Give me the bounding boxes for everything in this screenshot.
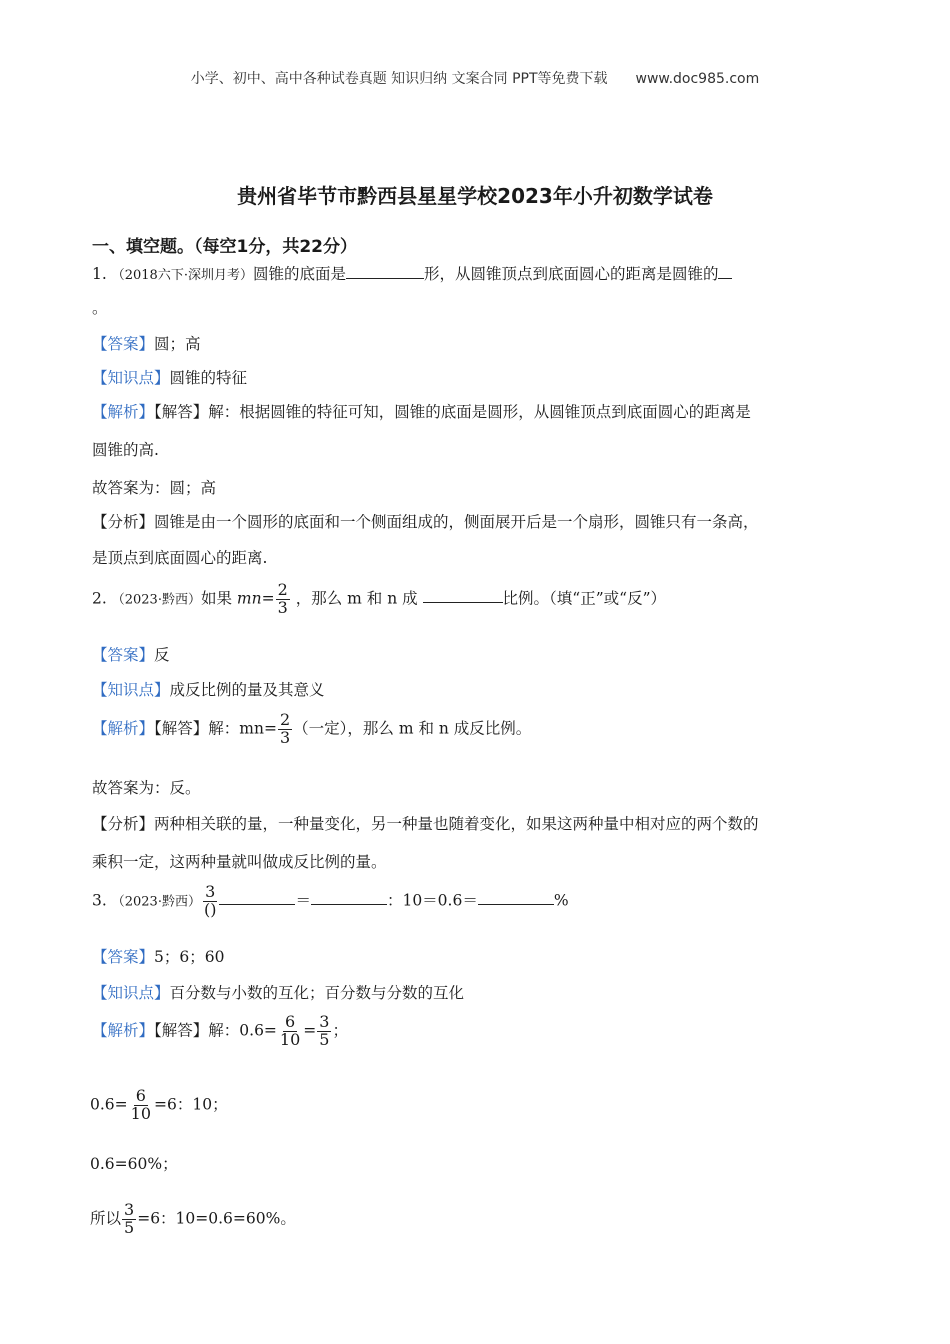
analysis-tag: 【解析】	[92, 719, 155, 738]
q3-line4-a: 所以	[90, 1209, 122, 1228]
q3-analysis-a: 解：0.6=	[208, 1021, 277, 1040]
q3-question	[92, 884, 569, 919]
q3-line2-a: 0.6=	[90, 1095, 128, 1114]
q3-analysis-frac-2	[317, 1014, 331, 1049]
q1-fenxi	[92, 510, 759, 532]
q3-line4-frac-num: 3	[124, 1200, 135, 1219]
knowledge-tag: 【知识点】	[92, 681, 170, 699]
q3-f2-num: 3	[319, 1012, 330, 1031]
q3-answer	[92, 945, 224, 967]
q3-knowledge-value: 百分数与小数的互化；百分数与分数的互化	[169, 984, 465, 1002]
header-url[interactable]: www.doc985.com	[635, 71, 760, 87]
q2-mn: mn	[236, 589, 262, 608]
q2-fenxi	[92, 812, 759, 834]
q1-knowledge	[92, 366, 247, 388]
solution-tag: 【解答】	[154, 403, 209, 421]
knowledge-tag: 【知识点】	[92, 369, 170, 387]
q3-analysis-semi: ；	[332, 1021, 348, 1040]
analysis-tag: 【解析】	[92, 403, 155, 421]
q3-source: （2023·黔西）	[111, 894, 201, 910]
q2-analysis-fraction	[278, 712, 292, 747]
q2-text-a: 如果	[200, 589, 232, 608]
q1-tail: 。	[92, 299, 108, 317]
q3-f2-den: 5	[319, 1029, 330, 1049]
q2-fenxi-line-1: 两种相关联的量，一种量变化，另一种量也随着变化，如果这两种量中相对应的两个数的	[154, 815, 759, 833]
q2-question	[92, 582, 666, 617]
q1-analysis-line-1: 解：根据圆锥的特征可知，圆锥的底面是圆形，从圆锥顶点到底面圆心的距离是	[208, 403, 751, 421]
q3-line-3: 0.6=60%；	[90, 1155, 178, 1173]
q1-text-b: 形，从圆锥顶点到底面圆心的距离是圆锥的	[423, 265, 719, 283]
q3-line2-frac-num: 6	[135, 1086, 146, 1105]
q1-blank-2[interactable]	[718, 264, 732, 279]
q3-blank-1[interactable]	[219, 890, 295, 905]
q3-line2-frac	[129, 1088, 153, 1123]
q2-blank[interactable]	[423, 588, 503, 603]
q3-line4-frac-den: 5	[124, 1217, 135, 1237]
q3-colon-ten: ：10＝0.6＝	[386, 891, 478, 910]
q2-text-c: 比例。（填“正”或“反”）	[502, 589, 666, 608]
q2-analysis-frac-den: 3	[279, 727, 291, 747]
q2-text-b: ，那么 m 和 n 成	[295, 589, 418, 608]
q2-analysis-a: 解：mn=	[208, 719, 277, 738]
answer-tag: 【答案】	[92, 646, 155, 664]
q1-answer-value: 圆；高	[154, 335, 201, 353]
solution-tag: 【解答】	[154, 719, 209, 738]
q1-question	[92, 262, 732, 284]
q1-analysis-line-2: 圆锥的高.	[92, 441, 159, 459]
header-text: 小学、初中、高中各种试卷真题 知识归纳 文案合同 PPT等免费下载	[190, 71, 608, 87]
q3-line4-b: =6：10=0.6=60%。	[137, 1209, 296, 1228]
solution-tag: 【解答】	[154, 1021, 209, 1040]
answer-tag: 【答案】	[92, 948, 155, 966]
q2-knowledge	[92, 678, 325, 700]
q3-answer-value: 5；6；60	[154, 948, 225, 966]
answer-tag: 【答案】	[92, 335, 155, 353]
q3-line-4	[90, 1202, 296, 1237]
q2-analysis-b: （一定），那么 m 和 n 成反比例。	[293, 719, 532, 738]
q2-answer-value: 反	[154, 646, 170, 664]
q2-fenxi-line-2: 乘积一定，这两种量就叫做成反比例的量。	[92, 853, 387, 871]
q3-frac-num: 3	[205, 882, 216, 901]
q1-source: （2018六下·深圳月考）	[111, 268, 253, 283]
q3-frac-den: ()	[203, 899, 217, 919]
knowledge-tag: 【知识点】	[92, 984, 170, 1002]
q1-knowledge-value: 圆锥的特征	[169, 369, 248, 387]
q1-fenxi-line-2: 是顶点到底面圆心的距离.	[92, 549, 268, 567]
q2-frac-num: 2	[277, 580, 288, 599]
q2-answer	[92, 643, 170, 665]
q3-number: 3.	[92, 891, 107, 910]
page-header	[0, 68, 950, 88]
q1-answer	[92, 332, 201, 354]
fenxi-tag: 【分析】	[92, 513, 155, 531]
fenxi-tag: 【分析】	[92, 815, 155, 833]
q2-number: 2.	[92, 589, 107, 608]
q1-conclusion: 故答案为：圆；高	[92, 479, 217, 497]
q3-analysis	[92, 1014, 348, 1049]
q3-line-2	[90, 1088, 228, 1123]
q2-conclusion: 故答案为：反。	[92, 779, 201, 797]
q2-fraction	[276, 582, 290, 617]
q2-source: （2023·黔西）	[111, 592, 201, 608]
q3-blank-3[interactable]	[478, 890, 554, 905]
q1-number: 1.	[92, 265, 107, 283]
q3-blank-2[interactable]	[311, 890, 387, 905]
q3-line2-frac-den: 10	[130, 1103, 151, 1123]
q3-knowledge	[92, 981, 464, 1003]
q3-f1-den: 10	[279, 1029, 301, 1049]
q3-analysis-eq: =	[303, 1021, 317, 1040]
q1-text-a: 圆锥的底面是	[252, 265, 346, 283]
q3-analysis-frac-1	[278, 1014, 302, 1049]
q1-blank-1[interactable]	[346, 264, 424, 279]
q2-equals: =	[261, 589, 275, 608]
q2-frac-den: 3	[277, 597, 288, 617]
q3-line4-frac	[122, 1202, 136, 1237]
q1-analysis	[92, 400, 751, 422]
q2-analysis-frac-num: 2	[279, 710, 291, 729]
q1-fenxi-line-1: 圆锥是由一个圆形的底面和一个侧面组成的，侧面展开后是一个扇形，圆锥只有一条高，	[154, 513, 759, 531]
q3-fraction	[202, 884, 218, 919]
q3-f1-num: 6	[285, 1012, 296, 1031]
q2-knowledge-value: 成反比例的量及其意义	[169, 681, 325, 699]
q2-analysis	[92, 712, 531, 747]
analysis-tag: 【解析】	[92, 1021, 155, 1040]
page-title: 贵州省毕节市黔西县星星学校2023年小升初数学试卷	[237, 184, 713, 208]
q3-percent: %	[553, 891, 569, 910]
section-heading: 一、填空题。（每空1分，共22分）	[92, 237, 357, 257]
q3-line2-b: =6：10；	[154, 1095, 228, 1114]
q3-equals: ＝	[295, 891, 311, 910]
